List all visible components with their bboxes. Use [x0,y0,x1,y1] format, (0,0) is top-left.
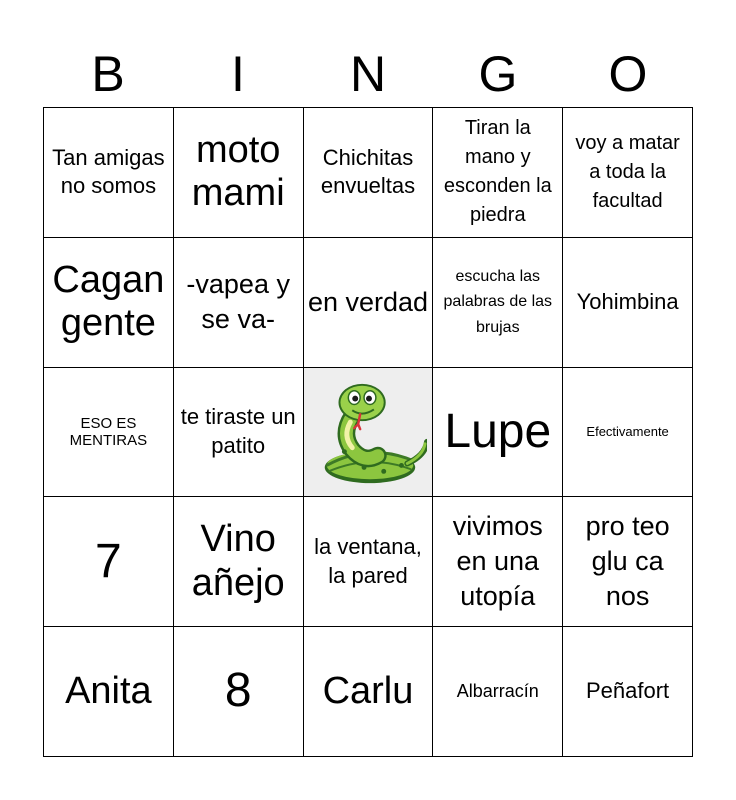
header-letter-i: I [231,46,245,102]
free-space[interactable] [304,368,434,498]
snake-icon [309,373,427,491]
bingo-cell[interactable]: escucha las palabras de las brujas [433,238,563,368]
bingo-cell[interactable]: moto mami [174,108,304,238]
bingo-cell[interactable]: Peñafort [563,627,693,757]
bingo-cell[interactable]: Anita [44,627,174,757]
bingo-cell[interactable]: Cagan gente [44,238,174,368]
bingo-cell[interactable]: Efectivamente [563,368,693,498]
bingo-cell[interactable]: 8 [174,627,304,757]
header-letter-b: B [91,46,125,102]
bingo-cell[interactable]: ESO ES MENTIRAS [44,368,174,498]
bingo-cell[interactable]: la ventana, la pared [304,497,434,627]
header-letter-n: N [349,46,387,102]
bingo-cell[interactable]: pro teo glu ca nos [563,497,693,627]
bingo-cell[interactable]: Tan amigas no somos [44,108,174,238]
bingo-cell[interactable]: Vino añejo [174,497,304,627]
header-letter-o: O [608,46,648,102]
bingo-grid [43,107,693,757]
bingo-cell[interactable]: voy a matar a toda la facultad [563,108,693,238]
bingo-cell[interactable]: Carlu [304,627,434,757]
bingo-cell[interactable]: en verdad [304,238,434,368]
bingo-cell[interactable]: Tiran la mano y esconden la piedra [433,108,563,238]
bingo-cell[interactable]: Lupe [433,368,563,498]
header-letter-g: G [478,46,518,102]
bingo-cell[interactable]: Chichitas envueltas [304,108,434,238]
bingo-cell[interactable]: te tiraste un patito [174,368,304,498]
bingo-cell[interactable]: Yohimbina [563,238,693,368]
bingo-header [43,40,693,108]
bingo-cell[interactable]: vivimos en una utopía [433,497,563,627]
bingo-cell[interactable]: 7 [44,497,174,627]
bingo-cell[interactable]: Albarracín [433,627,563,757]
bingo-cell[interactable]: -vapea y se va- [174,238,304,368]
